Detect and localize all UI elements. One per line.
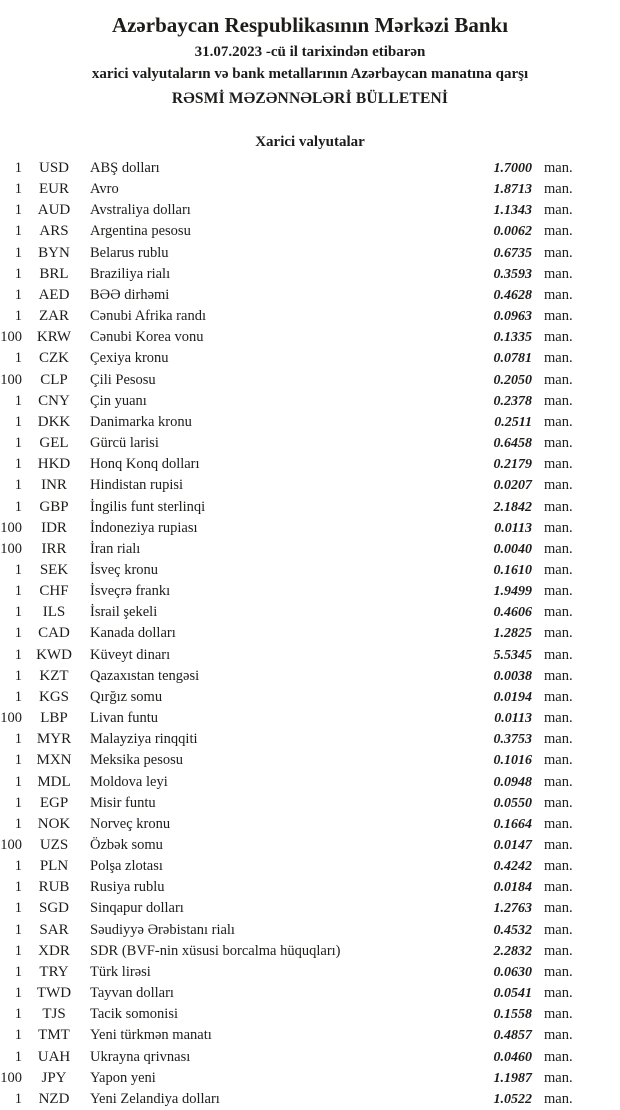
rate-unit-label: man. <box>544 160 573 176</box>
currency-code: PLN <box>39 858 69 875</box>
table-row <box>0 962 620 983</box>
currency-name: Tayvan dolları <box>90 985 174 1002</box>
rate-value: 0.0781 <box>493 351 532 367</box>
rate-value: 1.8713 <box>493 182 532 198</box>
currency-code: DKK <box>37 413 71 430</box>
table-row <box>0 1089 620 1110</box>
table-row <box>0 814 620 835</box>
bulletin-title: RƏSMİ MƏZƏNNƏLƏRİ BÜLLETENİ <box>171 90 449 107</box>
rate-unit-label: man. <box>544 413 573 430</box>
table-row <box>0 158 620 179</box>
currency-rates-table <box>0 158 620 1110</box>
currency-code: KWD <box>36 646 72 663</box>
nominal-value: 1 <box>14 1006 22 1023</box>
currency-code: USD <box>38 160 69 176</box>
currency-name: Meksika pesosu <box>90 752 184 769</box>
currency-code: BRL <box>39 265 69 282</box>
nominal-value: 1 <box>14 773 22 790</box>
table-row <box>0 1068 620 1089</box>
currency-name: Moldova leyi <box>90 773 168 790</box>
rate-value: 0.0541 <box>493 986 532 1002</box>
nominal-value: 1 <box>14 223 22 240</box>
currency-code: BYN <box>38 244 70 261</box>
currency-name: ABŞ dolları <box>90 160 160 176</box>
rate-value: 1.7000 <box>493 161 532 176</box>
rate-value: 0.2179 <box>493 457 532 473</box>
rate-unit-label: man. <box>544 244 573 261</box>
currency-name: Cənubi Korea vonu <box>90 329 204 346</box>
table-row <box>0 877 620 898</box>
rate-value: 0.0207 <box>493 478 532 494</box>
currency-name: Misir funtu <box>90 794 156 811</box>
currency-name: Çili Pesosu <box>90 371 156 388</box>
document-header <box>0 12 620 109</box>
table-row <box>0 348 620 369</box>
table-row <box>0 200 620 221</box>
nominal-value: 1 <box>14 308 22 325</box>
nominal-value: 1 <box>14 921 22 938</box>
currency-code: KRW <box>36 329 72 346</box>
currency-name: Honq Konq dolları <box>90 456 200 473</box>
rate-value: 0.0038 <box>493 668 532 684</box>
table-row <box>0 370 620 391</box>
nominal-value: 1 <box>14 477 22 494</box>
currency-name: Qırğız somu <box>90 688 163 705</box>
rate-value: 0.2050 <box>493 372 532 388</box>
currency-name: Livan funtu <box>90 710 159 727</box>
rate-value: 0.4606 <box>493 605 532 621</box>
currency-name: Tacik somonisi <box>90 1006 178 1023</box>
nominal-value: 1 <box>14 1048 22 1065</box>
currency-code: IRR <box>41 540 67 557</box>
rate-unit-label: man. <box>544 688 573 705</box>
currency-code: IDR <box>41 519 67 536</box>
currency-code: JPY <box>41 1069 67 1086</box>
bank-title: Azərbaycan Respublikasının Mərkəzi Bankı <box>111 13 509 37</box>
rate-unit-label: man. <box>544 1069 573 1086</box>
currency-code: ILS <box>42 604 66 621</box>
currency-code: EGP <box>39 794 69 811</box>
nominal-value: 100 <box>0 371 22 388</box>
rate-unit-label: man. <box>544 794 573 811</box>
rate-unit-label: man. <box>544 985 573 1002</box>
rate-unit-label: man. <box>544 667 573 684</box>
section-title-foreign-currencies: Xarici valyutalar <box>255 134 365 150</box>
nominal-value: 1 <box>14 1027 22 1044</box>
currency-code: NZD <box>38 1090 70 1107</box>
table-row <box>0 666 620 687</box>
nominal-value: 1 <box>14 858 22 875</box>
nominal-value: 100 <box>0 540 22 557</box>
currency-name: Qazaxıstan tengəsi <box>90 667 200 684</box>
table-row <box>0 750 620 771</box>
nominal-value: 1 <box>14 456 22 473</box>
rate-unit-label: man. <box>544 392 573 409</box>
rate-unit-label: man. <box>544 540 573 557</box>
table-row <box>0 1004 620 1025</box>
currency-code: TRY <box>39 963 69 980</box>
rate-value: 0.6735 <box>493 245 532 261</box>
currency-name: Yapon yeni <box>90 1069 156 1086</box>
currency-code: NOK <box>37 815 71 832</box>
rate-unit-label: man. <box>544 646 573 663</box>
rate-unit-label: man. <box>544 223 573 240</box>
rate-unit-label: man. <box>544 477 573 494</box>
rate-value: 0.0550 <box>493 795 532 811</box>
currency-name: Özbək somu <box>90 837 163 853</box>
table-row <box>0 475 620 496</box>
rate-unit-label: man. <box>544 710 573 727</box>
nominal-value: 1 <box>14 498 22 515</box>
table-row <box>0 454 620 475</box>
table-row <box>0 391 620 412</box>
currency-name: Belarus rublu <box>90 244 169 261</box>
table-row <box>0 285 620 306</box>
currency-code: LBP <box>40 710 68 727</box>
nominal-value: 1 <box>14 625 22 642</box>
rate-unit-label: man. <box>544 435 573 452</box>
rate-value: 0.2378 <box>493 393 532 409</box>
rate-unit-label: man. <box>544 583 573 600</box>
table-row <box>0 898 620 919</box>
table-row <box>0 1025 620 1046</box>
rate-value: 0.0147 <box>493 838 532 853</box>
nominal-value: 1 <box>14 646 22 663</box>
rate-unit-label: man. <box>544 900 573 917</box>
currency-name: İngilis funt sterlinqi <box>90 498 206 515</box>
rate-value: 1.0522 <box>493 1091 532 1107</box>
rate-value: 0.0194 <box>493 689 532 705</box>
rate-unit-label: man. <box>544 561 573 578</box>
currency-name: Səudiyyə Ərəbistanı rialı <box>90 921 235 938</box>
currency-name: BƏƏ dirhəmi <box>90 286 170 303</box>
rate-unit-label: man. <box>544 286 573 303</box>
currency-name: Hindistan rupisi <box>90 477 184 494</box>
nominal-value: 1 <box>14 731 22 748</box>
table-row <box>0 941 620 962</box>
rate-value: 0.0630 <box>493 964 532 980</box>
currency-name: Cənubi Afrika randı <box>90 308 206 325</box>
rate-unit-label: man. <box>544 625 573 642</box>
rate-value: 0.0062 <box>493 224 532 240</box>
currency-name: Norveç kronu <box>90 815 171 832</box>
nominal-value: 1 <box>14 815 22 832</box>
currency-name: İsveçrə frankı <box>90 583 171 600</box>
table-row <box>0 623 620 644</box>
rate-value: 0.3753 <box>493 732 532 748</box>
rate-value: 1.9499 <box>493 584 532 600</box>
table-row <box>0 412 620 433</box>
rate-unit-label: man. <box>544 350 573 367</box>
nominal-value: 100 <box>0 710 22 727</box>
nominal-value: 1 <box>14 985 22 1002</box>
nominal-value: 1 <box>14 667 22 684</box>
table-row <box>0 539 620 560</box>
rate-value: 0.0948 <box>493 774 532 790</box>
table-row <box>0 264 620 285</box>
currency-code: CLP <box>40 371 68 388</box>
rate-unit-label: man. <box>544 773 573 790</box>
table-row <box>0 687 620 708</box>
currency-code: TJS <box>42 1006 66 1023</box>
currency-code: UAH <box>37 1048 71 1065</box>
rate-unit-label: man. <box>544 963 573 980</box>
currency-code: CHF <box>39 583 69 600</box>
rate-value: 0.0963 <box>493 309 532 325</box>
rate-unit-label: man. <box>544 456 573 473</box>
currency-name: Polşa zlotası <box>90 858 163 875</box>
table-row <box>0 243 620 264</box>
currency-code: TWD <box>36 985 72 1002</box>
effective-date-line: 31.07.2023 -cü il tarixindən etibarən <box>194 44 426 60</box>
currency-name: Gürcü larisi <box>90 435 159 452</box>
currency-code: CNY <box>38 392 70 409</box>
table-row <box>0 920 620 941</box>
table-row <box>0 793 620 814</box>
nominal-value: 1 <box>14 202 22 219</box>
rate-unit-label: man. <box>544 1048 573 1065</box>
rate-unit-label: man. <box>544 181 573 198</box>
rate-value: 0.1558 <box>493 1007 532 1023</box>
currency-code: CZK <box>39 350 69 367</box>
rate-value: 0.4857 <box>493 1028 532 1044</box>
currency-code: AED <box>38 286 70 303</box>
currency-code: INR <box>41 477 67 494</box>
currency-code: RUB <box>38 879 70 896</box>
nominal-value: 100 <box>0 1069 22 1086</box>
nominal-value: 1 <box>14 942 22 959</box>
currency-code: KZT <box>39 667 69 684</box>
nominal-value: 1 <box>14 265 22 282</box>
nominal-value: 1 <box>14 435 22 452</box>
table-row <box>0 518 620 539</box>
rate-value: 0.0460 <box>493 1049 532 1065</box>
rate-value: 0.1664 <box>493 816 532 832</box>
currency-name: Yeni türkmən manatı <box>90 1027 212 1044</box>
currency-code: GBP <box>39 498 69 515</box>
nominal-value: 1 <box>14 583 22 600</box>
rate-unit-label: man. <box>544 519 573 536</box>
currency-code: SEK <box>39 561 69 578</box>
currency-name: Danimarka kronu <box>90 413 192 430</box>
nominal-value: 1 <box>14 286 22 303</box>
rate-value: 1.1343 <box>493 203 532 219</box>
table-row <box>0 835 620 856</box>
rate-unit-label: man. <box>544 837 573 853</box>
currency-name: İsveç kronu <box>90 561 159 578</box>
nominal-value: 1 <box>14 1090 22 1107</box>
rate-unit-label: man. <box>544 371 573 388</box>
rate-value: 0.4242 <box>493 859 532 875</box>
rate-value: 0.1335 <box>493 330 532 346</box>
rate-value: 5.5345 <box>493 647 532 663</box>
table-row <box>0 708 620 729</box>
rate-value: 0.4532 <box>493 922 532 938</box>
currency-name: İndoneziya rupiası <box>90 519 198 536</box>
table-row <box>0 179 620 200</box>
rate-unit-label: man. <box>544 498 573 515</box>
table-row <box>0 581 620 602</box>
table-row <box>0 1047 620 1068</box>
nominal-value: 1 <box>14 181 22 198</box>
rate-value: 1.2763 <box>493 901 532 917</box>
currency-code: CAD <box>38 625 70 642</box>
nominal-value: 1 <box>14 879 22 896</box>
rate-value: 0.0184 <box>493 880 532 896</box>
nominal-value: 1 <box>14 963 22 980</box>
currency-code: MDL <box>37 773 71 790</box>
nominal-value: 1 <box>14 350 22 367</box>
currency-name: Braziliya rialı <box>90 265 171 282</box>
currency-code: SAR <box>39 921 69 938</box>
table-row <box>0 306 620 327</box>
nominal-value: 100 <box>0 837 22 853</box>
rate-value: 0.4628 <box>493 287 532 303</box>
currency-name: Çexiya kronu <box>90 350 169 367</box>
rate-unit-label: man. <box>544 731 573 748</box>
rate-value: 2.1842 <box>493 499 532 515</box>
currency-code: EUR <box>39 181 69 198</box>
table-row <box>0 560 620 581</box>
currency-code: ZAR <box>39 308 69 325</box>
currency-name: Argentina pesosu <box>90 223 191 240</box>
rate-value: 0.3593 <box>493 266 532 282</box>
currency-code: GEL <box>39 435 69 452</box>
rate-unit-label: man. <box>544 604 573 621</box>
nominal-value: 100 <box>0 519 22 536</box>
table-row <box>0 221 620 242</box>
currency-name: Avro <box>90 181 119 198</box>
currency-name: Sinqapur dolları <box>90 900 184 917</box>
table-row <box>0 602 620 623</box>
rate-unit-label: man. <box>544 202 573 219</box>
nominal-value: 1 <box>14 794 22 811</box>
currency-code: ARS <box>39 223 69 240</box>
rate-unit-label: man. <box>544 879 573 896</box>
currency-code: KGS <box>38 688 69 705</box>
rate-value: 1.1987 <box>493 1070 532 1086</box>
currency-name: Malayziya rinqqiti <box>90 731 198 748</box>
table-row <box>0 772 620 793</box>
currency-name: Avstraliya dolları <box>90 202 191 219</box>
currency-code: TMT <box>38 1027 70 1044</box>
table-row <box>0 433 620 454</box>
nominal-value: 1 <box>14 413 22 430</box>
rate-value: 0.6458 <box>493 436 532 452</box>
rate-value: 0.0113 <box>494 520 532 536</box>
nominal-value: 1 <box>14 900 22 917</box>
currency-name: SDR (BVF-nin xüsusi borcalma hüquqları) <box>90 942 341 959</box>
rate-value: 0.0040 <box>493 541 532 557</box>
rate-value: 2.2832 <box>493 943 532 959</box>
nominal-value: 1 <box>14 244 22 261</box>
currency-name: Rusiya rublu <box>90 879 165 896</box>
rate-unit-label: man. <box>544 1027 573 1044</box>
table-row <box>0 645 620 666</box>
currency-name: İsrail şekeli <box>90 604 158 621</box>
currency-code: UZS <box>39 837 69 853</box>
currency-name: Yeni Zelandiya dolları <box>90 1090 220 1107</box>
currency-name: İran rialı <box>90 540 141 557</box>
table-row <box>0 497 620 518</box>
rate-unit-label: man. <box>544 815 573 832</box>
nominal-value: 100 <box>0 329 22 346</box>
rate-unit-label: man. <box>544 942 573 959</box>
nominal-value: 1 <box>14 561 22 578</box>
table-row <box>0 983 620 1004</box>
rate-value: 1.2825 <box>493 626 532 642</box>
table-row <box>0 856 620 877</box>
rate-unit-label: man. <box>544 752 573 769</box>
nominal-value: 1 <box>14 688 22 705</box>
currency-code: AUD <box>37 202 71 219</box>
currency-code: XDR <box>38 942 70 959</box>
currency-code: MYR <box>36 731 72 748</box>
nominal-value: 1 <box>14 160 22 176</box>
rate-value: 0.0113 <box>494 711 532 727</box>
rate-unit-label: man. <box>544 1006 573 1023</box>
currency-code: HKD <box>37 456 71 473</box>
currency-name: Kanada dolları <box>90 625 176 642</box>
table-row <box>0 327 620 348</box>
currency-code: SGD <box>38 900 69 917</box>
rate-unit-label: man. <box>544 858 573 875</box>
rate-value: 0.1016 <box>493 753 532 769</box>
currency-name: Türk lirəsi <box>90 963 151 980</box>
currency-name: Küveyt dinarı <box>90 646 171 663</box>
subject-line: xarici valyutaların və bank metallarının Azərbaycan manatına qarşı <box>91 66 529 82</box>
currency-name: Ukrayna qrivnası <box>90 1048 191 1065</box>
rate-unit-label: man. <box>544 329 573 346</box>
rate-unit-label: man. <box>544 921 573 938</box>
nominal-value: 1 <box>14 604 22 621</box>
rate-unit-label: man. <box>544 1090 573 1107</box>
nominal-value: 1 <box>14 752 22 769</box>
table-row <box>0 729 620 750</box>
nominal-value: 1 <box>14 392 22 409</box>
rate-unit-label: man. <box>544 308 573 325</box>
currency-name: Çin yuanı <box>90 392 147 409</box>
rate-value: 0.1610 <box>493 562 532 578</box>
rate-value: 0.2511 <box>494 414 532 430</box>
currency-code: MXN <box>36 752 72 769</box>
rate-unit-label: man. <box>544 265 573 282</box>
